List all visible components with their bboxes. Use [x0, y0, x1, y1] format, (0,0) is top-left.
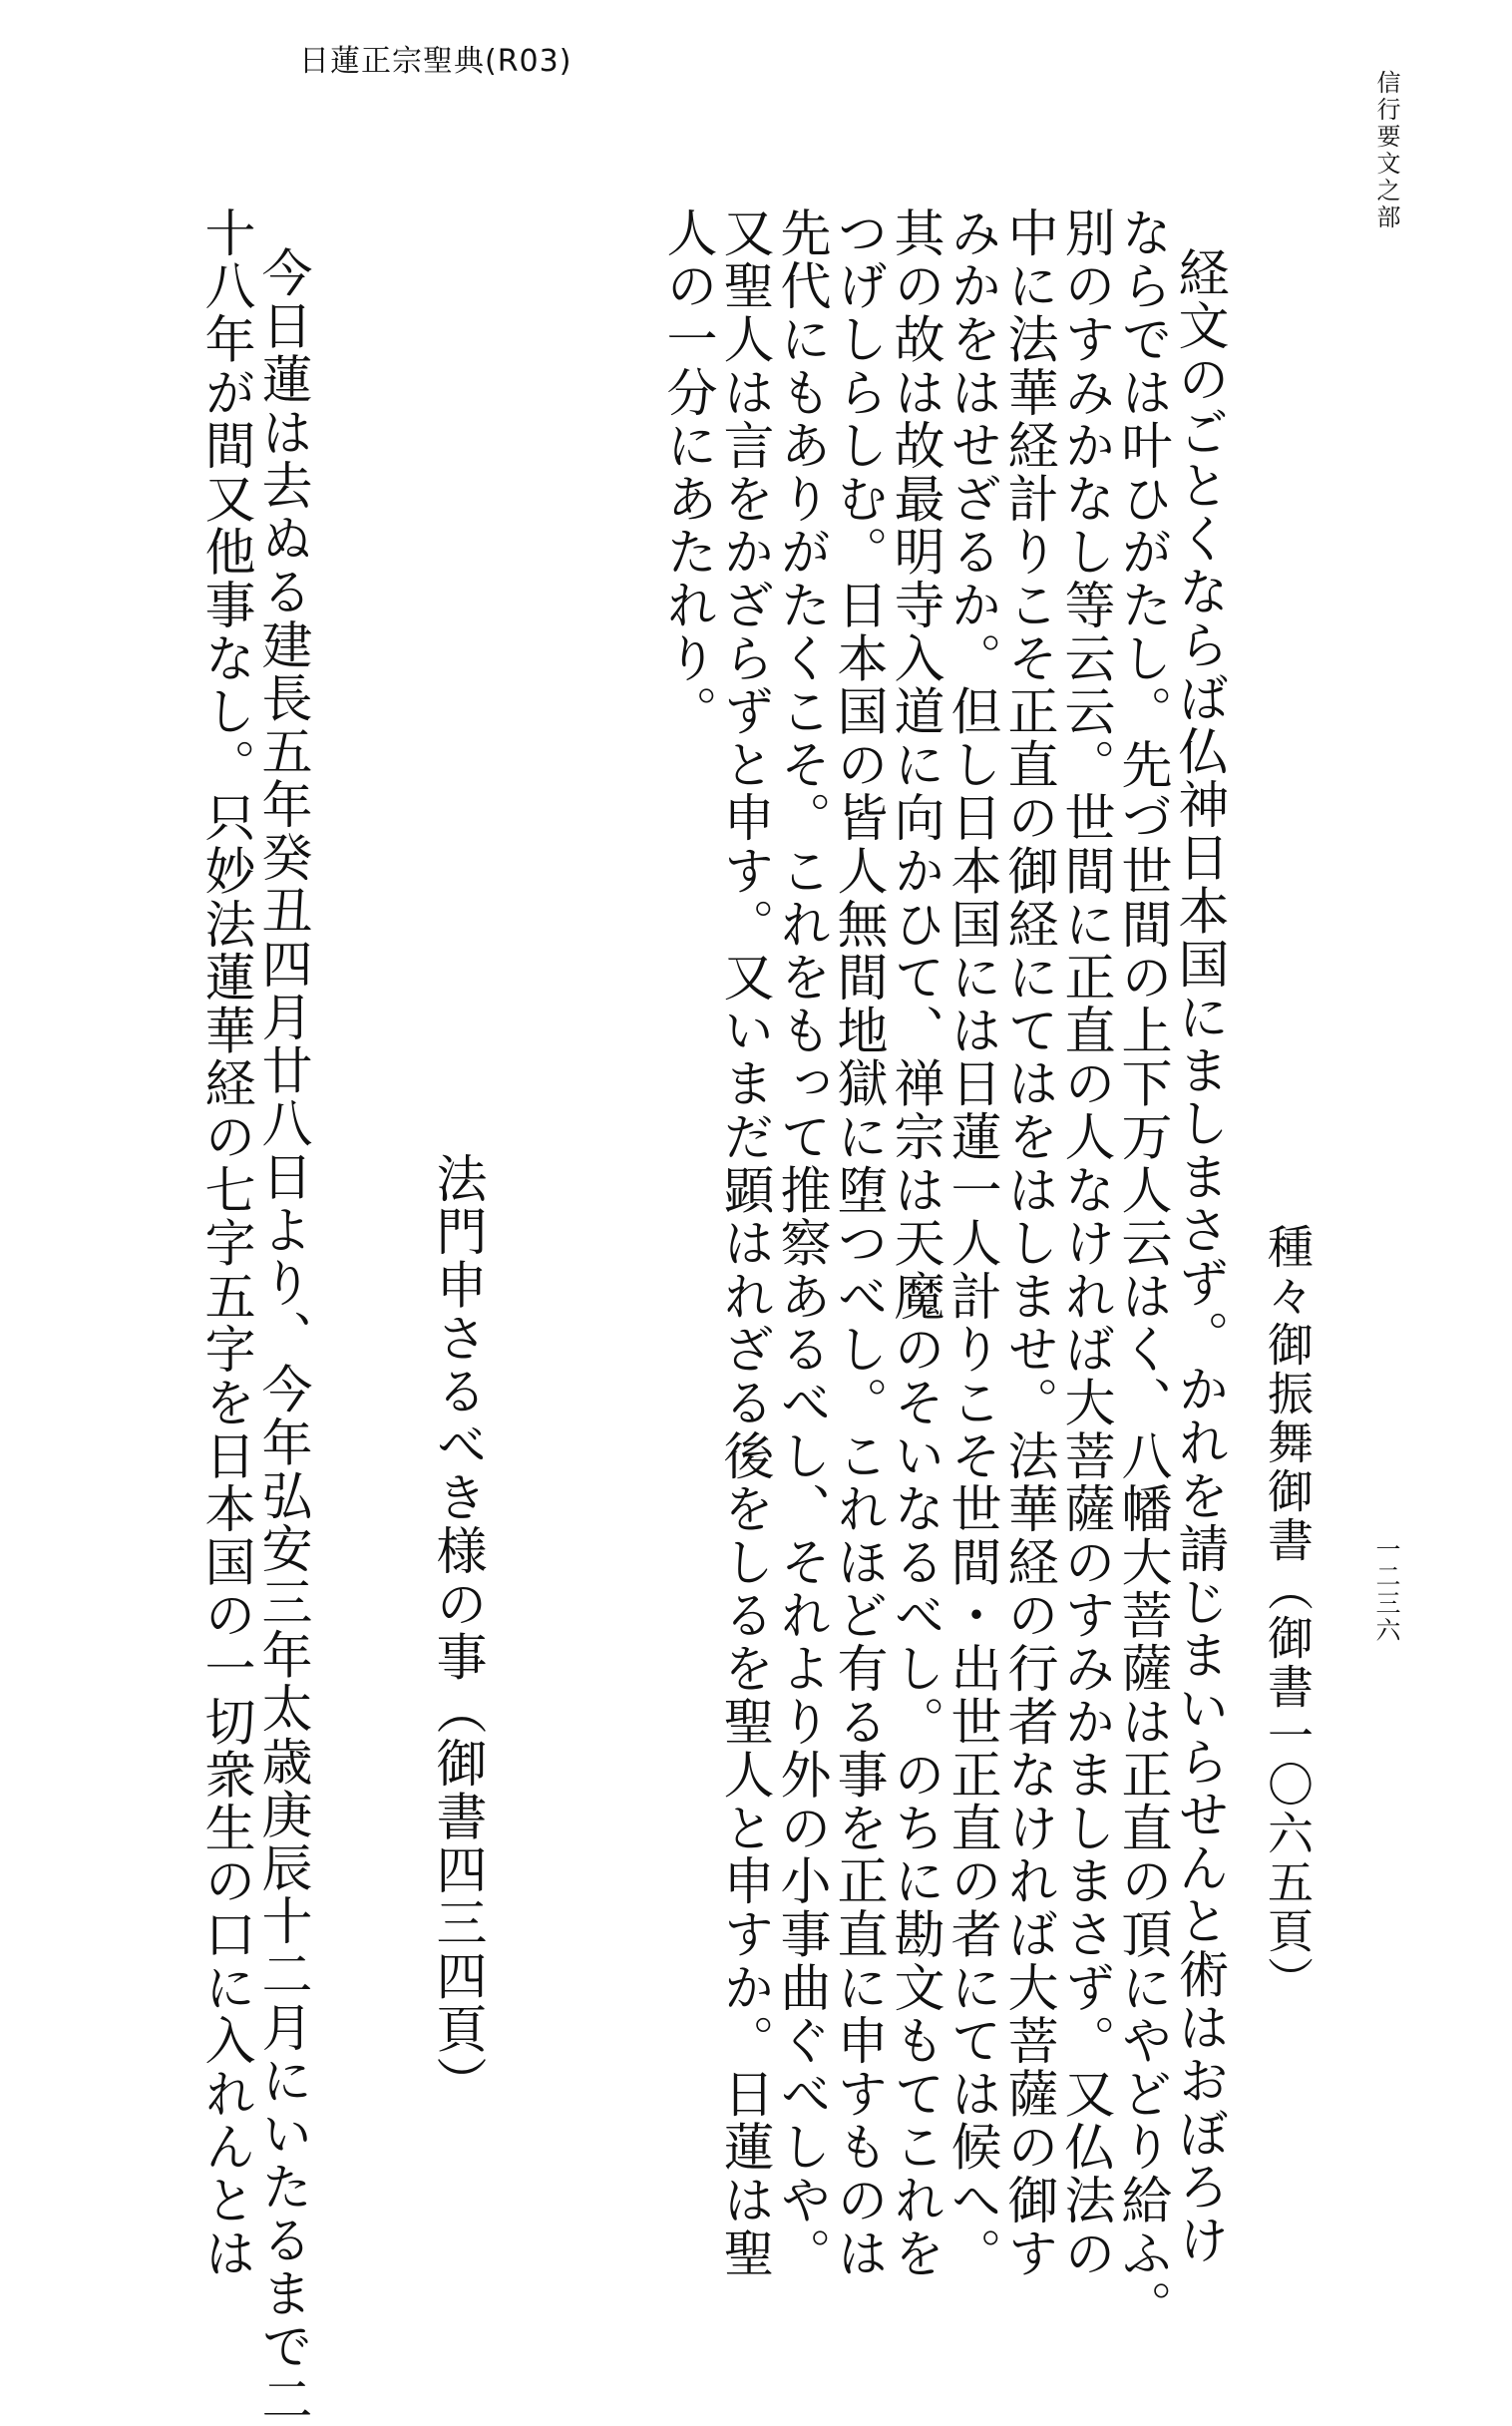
- text-line: 先代にもありがたくこそ。これをもって推察あるべし、それより外の小事曲ぐべしや。: [771, 206, 830, 2280]
- text-line: みかをはせざるか。但し日本国には日蓮一人計りこそ世間・出世正直の者にては候へ。: [942, 206, 1000, 2280]
- text-line: 中に法華経計りこそ正直の御経にてはをはしませ。法華経の行者なければ大菩薩の御す: [998, 206, 1057, 2280]
- text-line: 経文のごとくならば仏神日本国にましまさず。かれを請じまいらせんと術はおぼろけ: [1169, 246, 1228, 2267]
- text-line: 其の故は故最明寺入道に向かひて、禅宗は天魔のそいなるべし。のちに勘文もてこれを: [885, 206, 944, 2280]
- text-line: 又聖人は言をかざらずと申す。又いまだ顕はれざる後をしるを聖人と申すか。日蓮は聖: [714, 206, 773, 2280]
- citation: 法門申さるべき様の事（御書四三四頁）: [427, 1152, 486, 2110]
- page-number: 一二三六: [1372, 1536, 1401, 1644]
- text-line: 人の一分にあたれり。: [657, 206, 716, 738]
- book-header: 日蓮正宗聖典(R03): [299, 44, 572, 79]
- text-line: 十八年が間又他事なし。只妙法蓮華経の七字五字を日本国の一切衆生の口に入れんとは: [195, 206, 254, 2280]
- text-line: 今日蓮は去ぬる建長五年癸丑四月廿八日より、今年弘安三年太歳庚辰十二月にいたるまで二: [252, 246, 311, 2426]
- text-line: つげしらしむ。日本国の皆人無間地獄に堕つべし。これほど有る事を正直に申すものは: [828, 206, 887, 2280]
- section-label: 信行要文之部: [1372, 70, 1400, 231]
- text-line: ならでは叶ひがたし。先づ世間の上下万人云はく、八幡大菩薩は正直の頂にやどり給ふ。: [1112, 206, 1171, 2333]
- document-title: 種々御振舞御書（御書一〇六五頁）: [1261, 1223, 1315, 2005]
- text-line: 別のすみかなし等云云。世間に正直の人なければ大菩薩のすみかましまさず。又仏法の: [1055, 206, 1114, 2280]
